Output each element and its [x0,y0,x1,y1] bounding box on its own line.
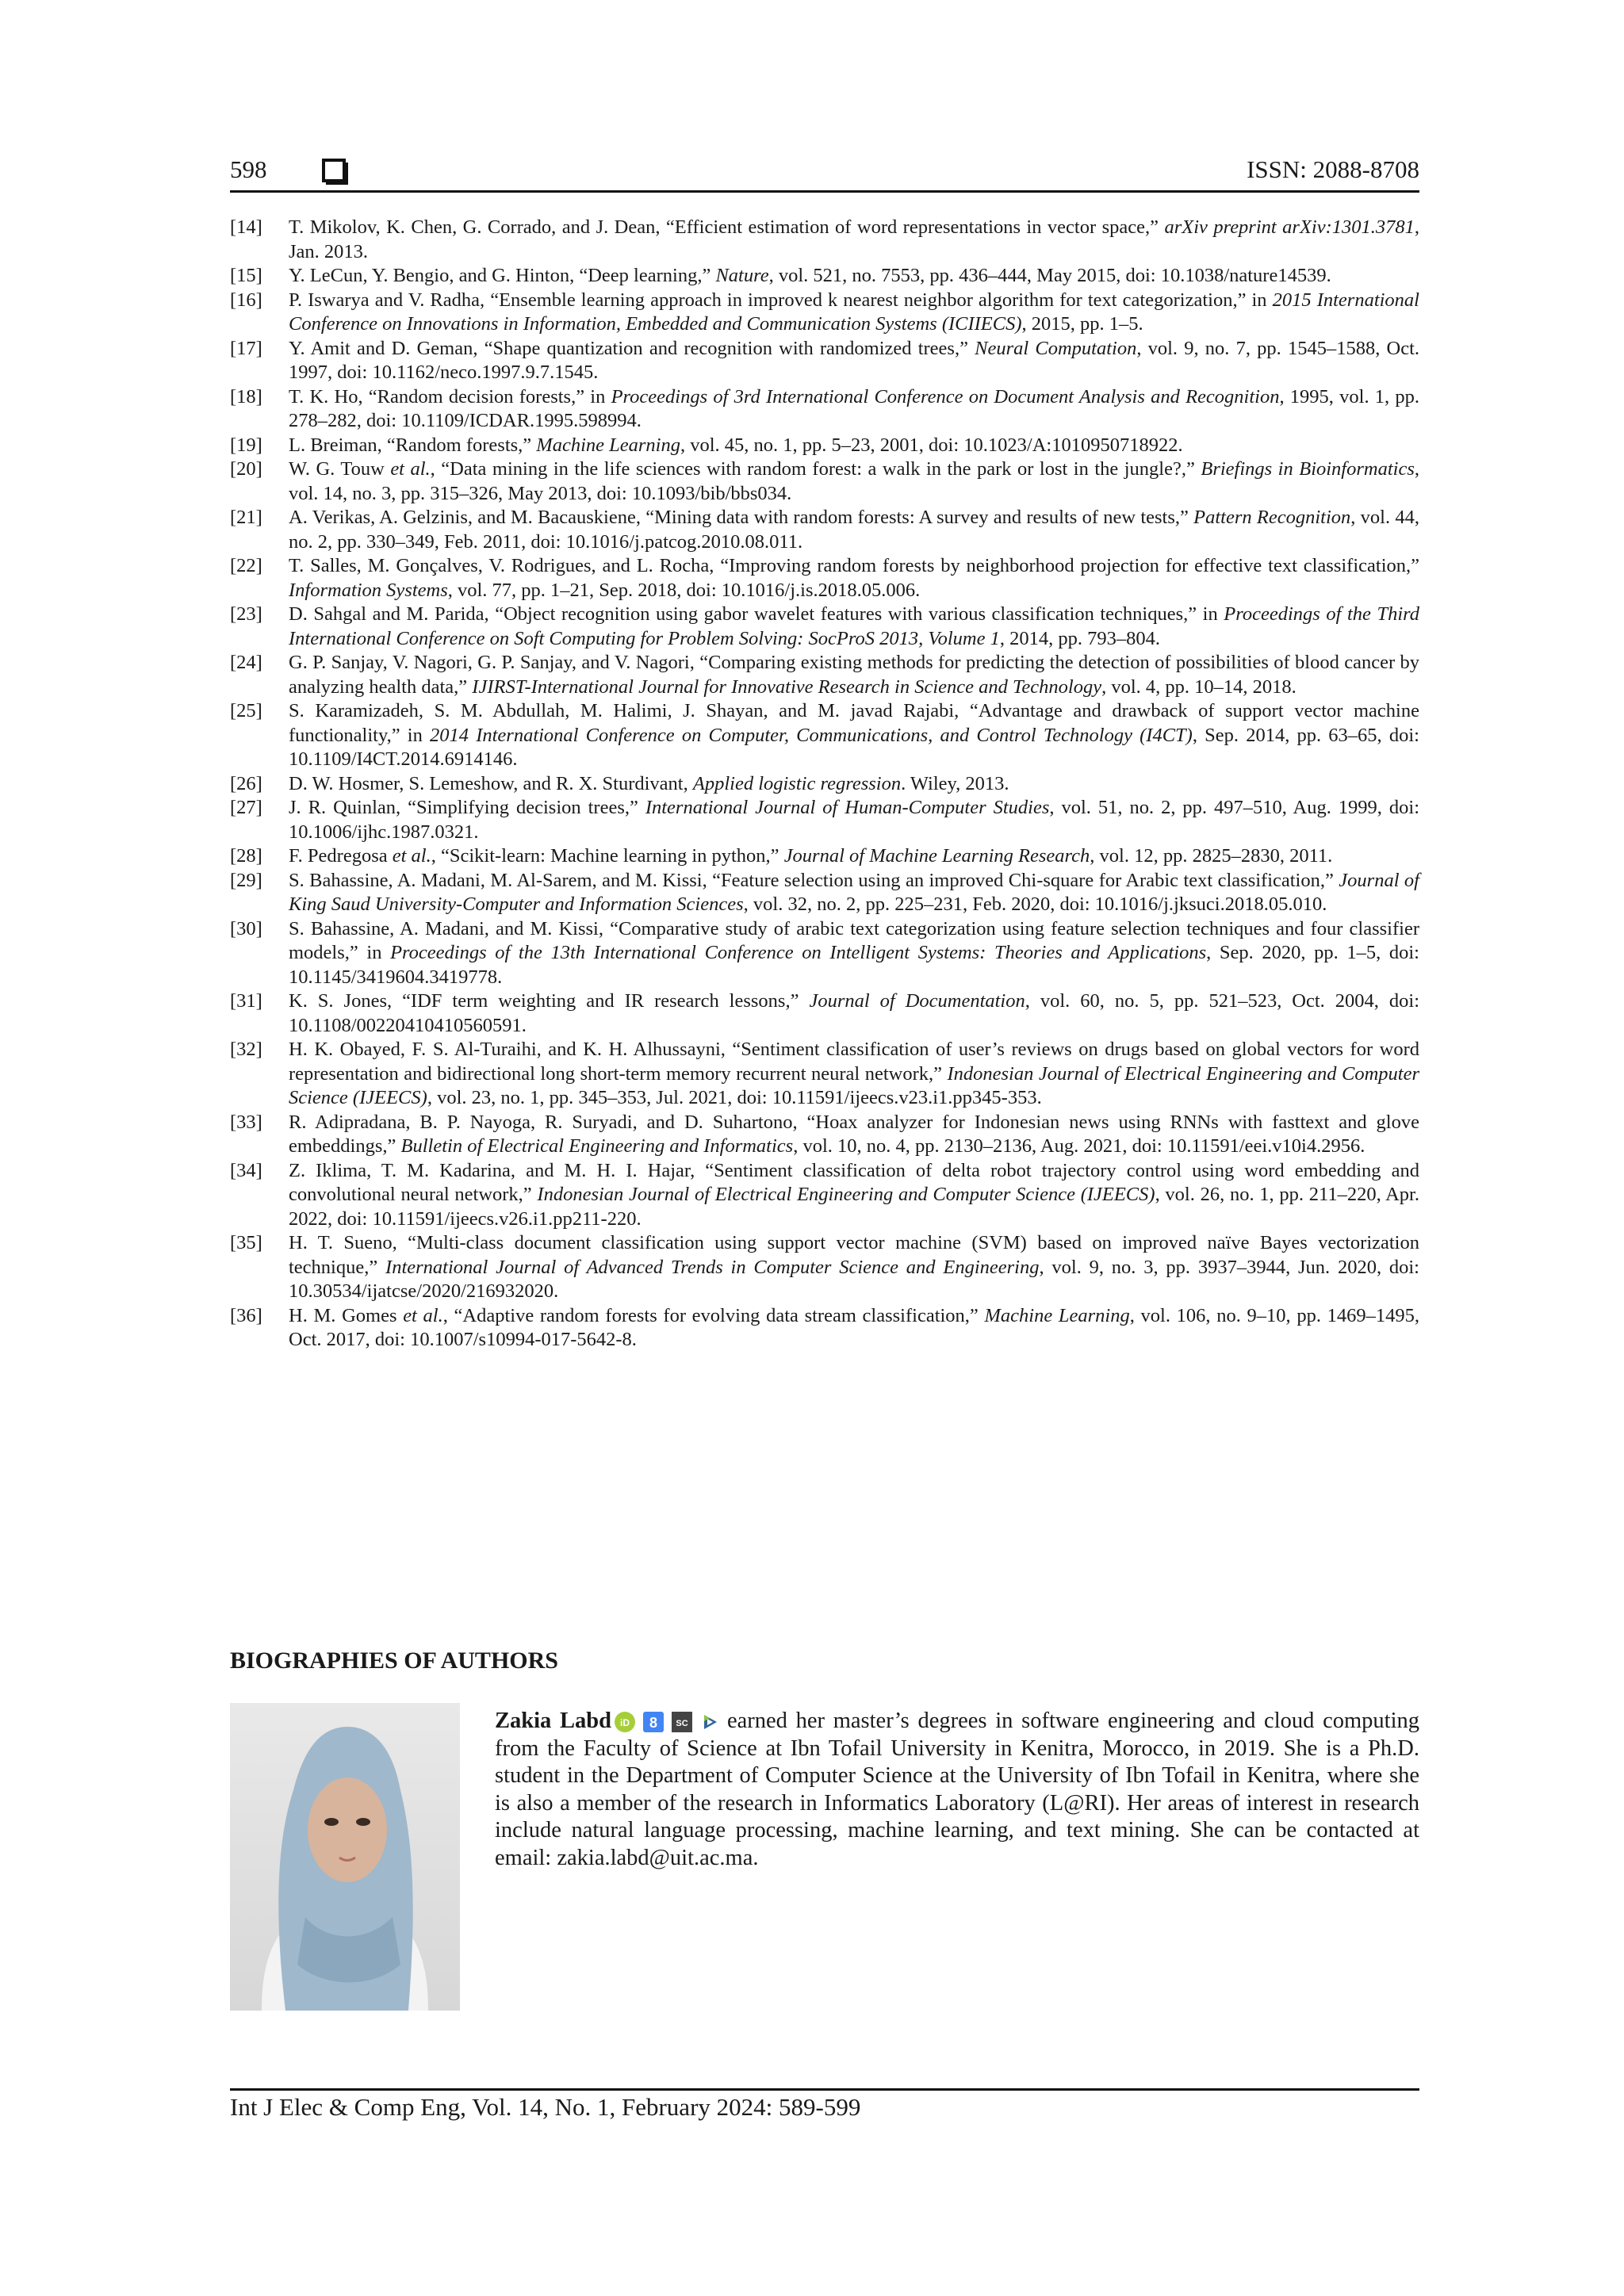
reference-segment: , vol. 14, no. 3, pp. 315–326, May 2013, doi: 10.1093/bib/bbs034. [289,458,1419,504]
reference-text [289,1231,1419,1304]
reference-text [289,554,1419,603]
reference-text [289,289,1419,337]
reference-italic-segment: Indonesian Journal of Electrical Engineering and Computer Science (IJEECS) [289,1062,1419,1108]
reference-number: [21] [230,507,262,528]
reference-number: [34] [230,1159,262,1181]
reference-segment: P. Iswarya and V. Radha, “Ensemble learning approach in improved k nearest neighbor algorithm for text categorization,” in [289,289,1273,311]
reference-item [230,603,1419,651]
reference-text [289,1038,1419,1111]
reference-number: [16] [230,289,262,311]
reference-text [289,1159,1419,1232]
scopus-icon[interactable] [672,1712,692,1732]
reference-item [230,844,1419,869]
reference-list [230,216,1419,1353]
svg-text:SC: SC [676,1719,688,1729]
reference-number: [22] [230,555,262,576]
reference-text [289,772,1419,797]
reference-italic-segment: Neural Computation [975,337,1137,359]
reference-italic-segment: Indonesian Journal of Electrical Engineering and Computer Science (IJEECS) [537,1184,1155,1205]
biographies-heading: BIOGRAPHIES OF AUTHORS [230,1647,558,1674]
reference-item [230,917,1419,990]
reference-italic-segment: 2014 International Conference on Computer, Communications, and Control Technology (I4CT) [430,724,1193,746]
reference-segment: , vol. 51, no. 2, pp. 497–510, Aug. 1999, doi: 10.1006/ijhc.1987.0321. [289,797,1419,843]
reference-text [289,603,1419,651]
reference-item [230,457,1419,506]
reference-item [230,264,1419,289]
reference-segment: , “Data mining in the life sciences with random forest: a walk in the park or lost in the jungle?,” [430,458,1201,480]
reference-number: [31] [230,990,262,1012]
reference-item [230,651,1419,699]
author-biography [495,1708,1419,1872]
reference-segment: , vol. 26, no. 1, pp. 211–220, Apr. 2022, doi: 10.11591/ijeecs.v26.i1.pp211-220. [289,1184,1419,1230]
reference-item [230,434,1419,458]
svg-text:8: 8 [649,1715,657,1732]
reference-item [230,554,1419,603]
issn-label: ISSN: 2088-8708 [1247,155,1419,183]
reference-number: [15] [230,265,262,286]
reference-segment: W. G. Touw [289,458,391,480]
reference-segment: , Sep. 2014, pp. 63–65, doi: 10.1109/I4CT.2014.6914146. [289,724,1419,770]
reference-segment: H. K. Obayed, F. S. Al-Turaihi, and K. H. Alhussayni, “Sentiment classification of user’s reviews on drugs based on global vectors for word representation and bidirectional long short-term memory recurrent neural network,” [289,1039,1419,1085]
reference-segment: , “Scikit-learn: Machine learning in python,” [431,845,784,867]
reference-italic-segment: Bulletin of Electrical Engineering and Informatics [400,1135,794,1157]
reference-segment: , 2014, pp. 793–804. [999,627,1160,649]
reference-text [289,651,1419,699]
reference-italic-segment: 2015 International Conference on Innovations in Information, Embedded and Communication Systems (ICIIECS) [289,289,1419,335]
reference-number: [24] [230,652,262,673]
reference-italic-segment: Pattern Recognition [1193,507,1351,528]
reference-italic-segment: IJIRST-International Journal for Innovative Research in Science and Technology [472,675,1102,698]
reference-segment: , vol. 32, no. 2, pp. 225–231, Feb. 2020, doi: 10.1016/j.jksuci.2018.05.010. [743,894,1327,915]
reference-segment: Y. LeCun, Y. Bengio, and G. Hinton, “Deep learning,” [289,265,716,286]
reference-number: [36] [230,1304,262,1326]
reference-italic-segment: Information Systems [289,579,448,601]
reference-text [289,337,1419,385]
reference-text [289,869,1419,917]
reference-italic-segment: International Journal of Advanced Trends in Computer Science and Engineering [385,1256,1040,1278]
reference-segment: T. Mikolov, K. Chen, G. Corrado, and J. Dean, “Efficient estimation of word representations in vector space,” [289,216,1165,238]
reference-item [230,385,1419,434]
reference-italic-segment: Proceedings of 3rd International Conference on Document Analysis and Recognition [611,385,1280,408]
reference-item [230,289,1419,337]
reference-segment: , “Adaptive random forests for evolving data stream classification,” [442,1304,985,1326]
svg-text:iD: iD [619,1717,630,1729]
reference-segment: H. M. Gomes [289,1304,404,1326]
reference-item [230,337,1419,385]
reference-segment: , Jan. 2013. [289,216,1419,262]
reference-segment: , vol. 77, pp. 1–21, Sep. 2018, doi: 10.1016/j.is.2018.05.006. [447,579,921,601]
reference-number: [29] [230,869,262,891]
reference-italic-segment: Journal of Machine Learning Research [783,845,1090,867]
reference-segment: , vol. 23, no. 1, pp. 345–353, Jul. 2021, doi: 10.11591/ijeecs.v23.i1.pp345-353. [427,1087,1042,1108]
reference-segment: , vol. 4, pp. 10–14, 2018. [1101,675,1297,698]
reference-segment: K. S. Jones, “IDF term weighting and IR research lessons,” [289,990,810,1012]
google-scholar-icon[interactable] [643,1712,664,1732]
reference-italic-segment: Applied logistic regression [692,772,902,794]
reference-segment: R. Adipradana, B. P. Nayoga, R. Suryadi, and D. Suhartono, “Hoax analyzer for Indonesian news using RNNs with fasttext and glove embeddings,” [289,1111,1419,1157]
reference-segment: , vol. 45, no. 1, pp. 5–23, 2001, doi: 10.1023/A:1010950718922. [680,434,1183,456]
reference-number: [33] [230,1111,262,1133]
reference-number: [23] [230,603,262,625]
reference-segment: J. R. Quinlan, “Simplifying decision trees,” [289,797,645,818]
reference-segment: S. Bahassine, A. Madani, and M. Kissi, “Comparative study of arabic text categorization using feature selection techniques and four classifier models,” in [289,917,1419,963]
reference-text [289,844,1419,869]
reference-item [230,699,1419,772]
reference-segment: , vol. 60, no. 5, pp. 521–523, Oct. 2004, doi: 10.1108/00220410410560591. [289,990,1420,1036]
reference-italic-segment: et al. [392,845,431,867]
reference-number: [25] [230,700,262,721]
footer-rule [230,2088,1419,2091]
reference-item [230,796,1419,844]
reference-item [230,869,1419,917]
reference-text [289,434,1419,458]
header-rule [230,190,1419,193]
reference-number: [26] [230,772,262,794]
reference-text [289,699,1419,772]
reference-number: [30] [230,917,262,939]
reference-segment: D. Sahgal and M. Parida, “Object recognition using gabor wavelet features with various classification techniques,” in [289,603,1224,625]
reference-italic-segment: et al. [403,1304,443,1326]
reference-italic-segment: International Journal of Human-Computer Studies [645,797,1050,818]
page-header [230,155,1419,192]
publons-icon[interactable] [700,1712,721,1732]
reference-segment: , Sep. 2020, pp. 1–5, doi: 10.1145/3419604.3419778. [289,942,1419,988]
reference-segment: . Wiley, 2013. [901,772,1009,794]
reference-number: [20] [230,458,262,480]
checkbox-glyph-icon [322,159,346,182]
reference-number: [18] [230,385,262,408]
reference-number: [32] [230,1039,262,1060]
reference-italic-segment: Proceedings of the Third International Conference on Soft Computing for Problem Solving: SocProS 2013, Volume 1 [289,603,1420,649]
reference-item [230,772,1419,797]
reference-segment: Y. Amit and D. Geman, “Shape quantization and recognition with randomized trees,” [289,337,975,359]
reference-segment: , vol. 106, no. 9–10, pp. 1469–1495, Oct. 2017, doi: 10.1007/s10994-017-5642-8. [289,1304,1420,1350]
reference-segment: T. K. Ho, “Random decision forests,” in [289,385,611,408]
profile-icons [615,1712,721,1732]
reference-text [289,385,1419,434]
reference-item [230,1231,1419,1304]
reference-segment: , 1995, vol. 1, pp. 278–282, doi: 10.1109/ICDAR.1995.598994. [289,385,1420,431]
reference-italic-segment: Journal of King Saud University-Computer and Information Sciences [289,869,1419,915]
reference-segment: T. Salles, M. Gonçalves, V. Rodrigues, and L. Rocha, “Improving random forests by neighborhood projection for effective text classification,” [289,555,1419,576]
reference-item [230,506,1419,554]
reference-number: [35] [230,1232,262,1253]
reference-number: [19] [230,434,262,456]
reference-number: [28] [230,845,262,867]
reference-text [289,917,1419,990]
reference-segment: , vol. 10, no. 4, pp. 2130–2136, Aug. 2021, doi: 10.11591/eei.v10i4.2956. [793,1135,1365,1157]
reference-segment: , vol. 9, no. 3, pp. 3937–3944, Jun. 2020, doi: 10.30534/ijatcse/2020/216932020. [289,1256,1419,1302]
reference-italic-segment: Briefings in Bioinformatics [1201,458,1415,480]
author-bio-text: earned her master’s degrees in software engineering and cloud computing from the Faculty of Science at Ibn Tofail University in Kenitra, Morocco, in 2019. She is a Ph.D. student in the Department of Computer Science at the University of Ibn Tofail in Kenitra, where she is also a member of the research in Informatics Laboratory (L@RI). Her areas of interest in research include natural language processing, machine learning, and text mining. She can be contacted at email: zakia.labd@uit.ac.ma. [495,1709,1419,1870]
reference-segment: , vol. 9, no. 7, pp. 1545–1588, Oct. 1997, doi: 10.1162/neco.1997.9.7.1545. [289,337,1420,383]
reference-italic-segment: arXiv preprint arXiv:1301.3781 [1164,216,1415,238]
footer-citation: Int J Elec & Comp Eng, Vol. 14, No. 1, February 2024: 589-599 [230,2093,861,2121]
reference-segment: A. Verikas, A. Gelzinis, and M. Bacauskiene, “Mining data with random forests: A survey and results of new tests,” [289,507,1194,528]
reference-text [289,264,1419,289]
reference-item [230,1159,1419,1232]
reference-text [289,989,1419,1038]
reference-text [289,506,1419,554]
reference-italic-segment: Proceedings of the 13th International Conference on Intelligent Systems: Theories and Applications [390,942,1207,963]
reference-item [230,1038,1419,1111]
reference-segment: , 2015, pp. 1–5. [1021,313,1143,335]
reference-item [230,989,1419,1038]
reference-item [230,1111,1419,1159]
reference-number: [14] [230,216,262,238]
reference-item [230,216,1419,264]
reference-number: [17] [230,337,262,359]
reference-segment: L. Breiman, “Random forests,” [289,434,537,456]
reference-segment: , vol. 44, no. 2, pp. 330–349, Feb. 2011, doi: 10.1016/j.patcog.2010.08.011. [289,507,1419,553]
reference-segment: , vol. 12, pp. 2825–2830, 2011. [1090,845,1333,867]
reference-number: [27] [230,797,262,818]
author-photo [230,1703,460,2011]
page-number: 598 [230,155,267,183]
reference-segment: D. W. Hosmer, S. Lemeshow, and R. X. Sturdivant, [289,772,693,794]
reference-italic-segment: Nature [715,265,769,286]
reference-segment: Z. Iklima, T. M. Kadarina, and M. H. I. Hajar, “Sentiment classification of delta robot trajectory control using word embedding and convolutional neural network,” [289,1159,1419,1205]
reference-italic-segment: et al. [390,458,431,480]
reference-segment: H. T. Sueno, “Multi-class document classification using support vector machine (SVM) based on improved naïve Bayes vectorization technique,” [289,1232,1419,1278]
reference-italic-segment: Journal of Documentation [809,990,1025,1012]
reference-segment: G. P. Sanjay, V. Nagori, G. P. Sanjay, and V. Nagori, “Comparing existing methods for predicting the detection of possibilities of blood cancer by analyzing health data,” [289,652,1419,698]
reference-text [289,1111,1419,1159]
reference-italic-segment: Machine Learning [536,434,680,456]
author-name: Zakia Labd [495,1709,611,1733]
reference-item [230,1304,1419,1353]
reference-text [289,796,1419,844]
reference-text [289,216,1419,264]
reference-italic-segment: Machine Learning [984,1304,1130,1326]
reference-segment: S. Karamizadeh, S. M. Abdullah, M. Halimi, J. Shayan, and M. javad Rajabi, “Advantage and drawback of support vector machine functionality,” in [289,700,1419,746]
reference-text [289,457,1419,506]
orcid-icon[interactable] [615,1712,635,1732]
reference-segment: S. Bahassine, A. Madani, M. Al-Sarem, and M. Kissi, “Feature selection using an improved Chi-square for Arabic text classification,” [289,869,1339,891]
reference-segment: , vol. 521, no. 7553, pp. 436–444, May 2015, doi: 10.1038/nature14539. [768,265,1331,286]
reference-text [289,1304,1419,1353]
reference-segment: F. Pedregosa [289,845,393,867]
